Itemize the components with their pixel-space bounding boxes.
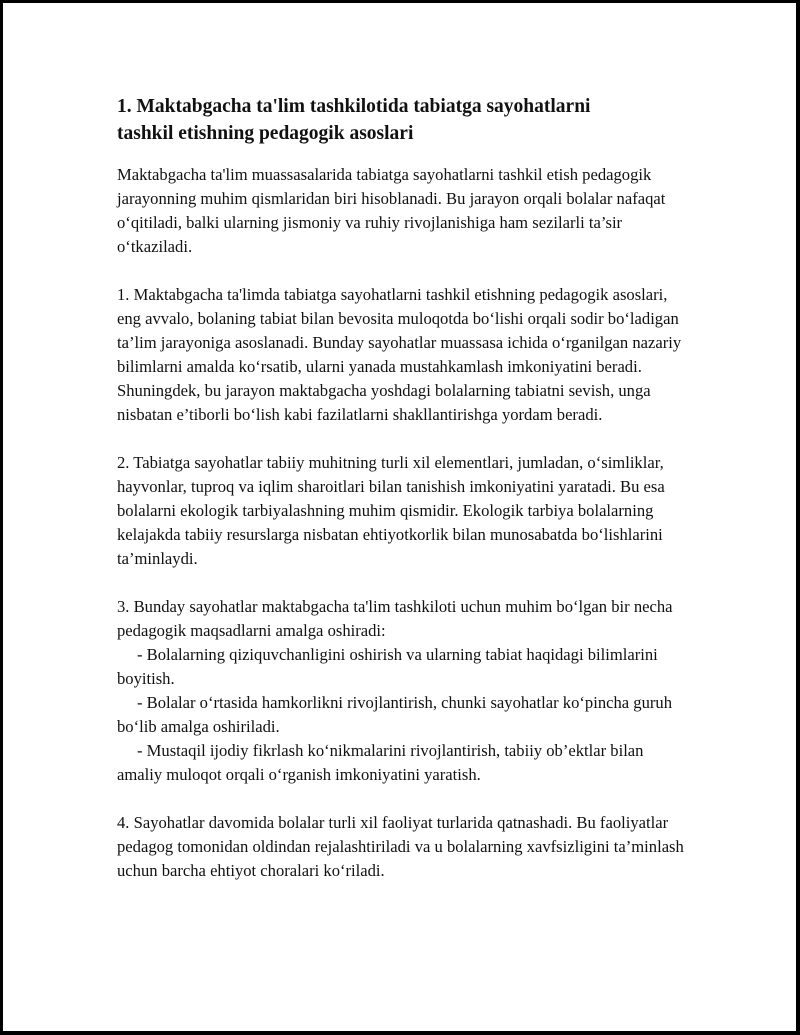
paragraph-gap — [117, 787, 687, 811]
list-item — [117, 739, 687, 787]
section-4-paragraph: 4. Sayohatlar davomida bolalar turli xil faoliyat turlarida qatnashadi. Bu faoliyatlar pedagog tomonidan oldindan rejalashtiriladi va u bolalarning xavfsizligini ta’minlash uchun barcha ehtiyot choralari ko‘riladi. — [117, 813, 684, 880]
document-body — [117, 93, 687, 883]
section-1-paragraph: 1. Maktabgacha ta'limda tabiatga sayohatlarni tashkil etishning pedagogik asoslari, eng avvalo, bolaning tabiat bilan bevosita muloqotda bo‘lishi orqali sodir bo‘ladigan ta’lim jarayoniga asoslanadi. Bunday sayohatlar muassasa ichida o‘rganilgan nazariy bilimlarni amalda ko‘rsatib, ularni yanada mustahkamlash imkoniyatini beradi. Shuningdek, bu jarayon maktabgacha yoshdagi bolalarning tabiatni sevish, unga nisbatan e’tiborli bo‘lish kabi fazilatlarni shakllantirishga yordam beradi. — [117, 285, 682, 424]
list-item-text: - Bolalar o‘rtasida hamkorlikni rivojlantirish, chunki sayohatlar ko‘pincha guruh bo‘lib amalga oshiriladi. — [117, 693, 673, 736]
section-2-paragraph: 2. Tabiatga sayohatlar tabiiy muhitning turli xil elementlari, jumladan, o‘simliklar, hayvonlar, tuproq va iqlim sharoitlari bilan tanishish imkoniyatini yaratadi. Bu esa bolalarni ekologik tarbiyalashning muhim qismidir. Ekologik tarbiya bolalarning kelajakda tabiiy resurslarga nisbatan ehtiyotkorlik bilan munosabatda bo‘lishlarini ta’minlaydi. — [117, 453, 665, 568]
paragraph-gap — [117, 571, 687, 595]
paragraph-gap — [117, 259, 687, 283]
list-item-text: - Bolalarning qiziquvchanligini oshirish va ularning tabiat haqidagi bilimlarini boyitish. — [117, 645, 658, 688]
list-item — [117, 691, 687, 739]
document-title: 1. Maktabgacha ta'lim tashkilotida tabiatga sayohatlarni tashkil etishning pedagogik asoslari — [117, 96, 591, 144]
list-item — [117, 643, 687, 691]
list-item-text: - Mustaqil ijodiy fikrlash ko‘nikmalarini rivojlantirish, tabiiy ob’ektlar bilan amaliy muloqot orqali o‘rganish imkoniyatini yaratish. — [117, 741, 644, 784]
section-3-intro: 3. Bunday sayohatlar maktabgacha ta'lim tashkiloti uchun muhim bo‘lgan bir necha pedagogik maqsadlarni amalga oshiradi: — [117, 597, 673, 640]
paragraph-gap — [117, 427, 687, 451]
intro-paragraph: Maktabgacha ta'lim muassasalarida tabiatga sayohatlarni tashkil etish pedagogik jarayonning muhim qismlaridan biri hisoblanadi. Bu jarayon orqali bolalar nafaqat o‘qitiladi, balki ularning jismoniy va ruhiy rivojlanishiga ham sezilarli ta’sir o‘tkaziladi. — [117, 165, 666, 256]
